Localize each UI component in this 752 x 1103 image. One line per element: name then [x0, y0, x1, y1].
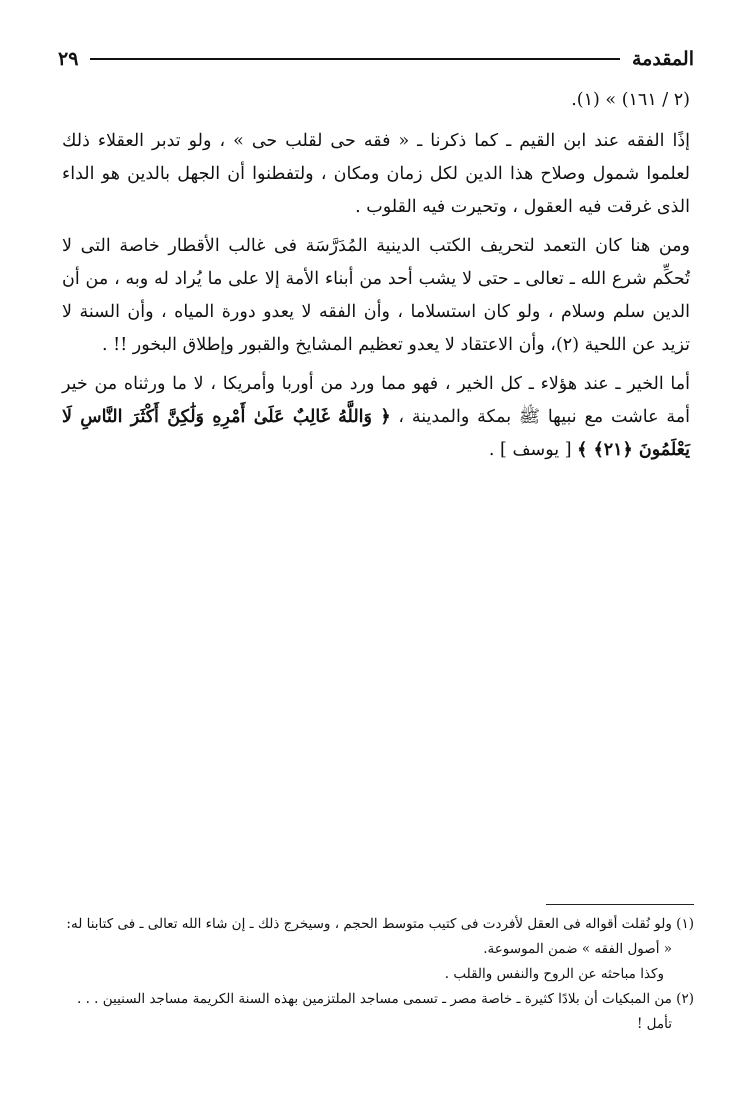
paragraph-fiqh: إذًا الفقه عند ابن القيم ـ كما ذكرنا ـ « فقه حى لقلب حى » ، ولو تدبر العقلاء ذلك لعلموا شمول وصلاح هذا الدين لكل زمان ومكان ، ولتفطنوا أن الجهل بالدين هو الداء الذى غرقت فيه العقول ، وتحيرت فيه القلوب . [62, 131, 690, 217]
paragraph-citation: (٢ / ١٦١) » (١). [571, 90, 690, 110]
main-text [62, 84, 690, 473]
footnote-2-line-1: (٢) من المبكيات أن بلادًا كثيرة ـ خاصة مصر ـ تسمى مساجد الملتزمين بهذه السنة الكريمة مساجد السنيين . . . [77, 991, 694, 1007]
footnote-separator [546, 904, 694, 905]
page-header [58, 44, 694, 74]
paragraph-goodness-text: أما الخير ـ عند هؤلاء ـ كل الخير ، فهو مما ورد من أوربا وأمريكا ، لا ما ورثناه من خير أمة عاشت مع نبيها ﷺ بمكة والمدينة ، [62, 374, 690, 427]
footnote-1-line-3: وكذا مباحثه عن الروح والنفس والقلب . [444, 966, 664, 982]
quran-verse: ﴿ وَاللَّهُ غَالِبٌ عَلَىٰ أَمْرِهِ وَلَٰكِنَّ أَكْثَرَ النَّاسِ لَا يَعْلَمُونَ ﴿٢١﴾ ﴾ [62, 407, 690, 460]
footnote-2-line-2: تأمل ! [636, 1016, 672, 1032]
footnote-1-line-2: « أصول الفقه » ضمن الموسوعة. [483, 941, 672, 957]
paragraph-goodness [62, 368, 690, 467]
footnotes [58, 912, 694, 1037]
chapter-title: المقدمة [631, 48, 694, 70]
verse-reference: [ يوسف ] . [488, 440, 572, 460]
footnote-1-line-1: (١) ولو نُقلت أقواله فى العقل لأفردت فى كتيب متوسط الحجم ، وسيخرج ذلك ـ إن شاء الله تعالى ـ فى كتابنا له: [66, 916, 694, 932]
paragraph-distortion: ومن هنا كان التعمد لتحريف الكتب الدينية المُدَرَّسَة فى غالب الأقطار خاصة التى لا تُحكِّم شرع الله ـ تعالى ـ حتى لا يشب أحد من أبناء الأمة إلا على ما يُراد له وبه ، من أن الدين سلم وسلام ، ولو كان استسلاما ، وأن الفقه لا يعدو دورة المياه ، وأن السنة لا تزيد عن اللحية (٢)، وأن الاعتقاد لا يعدو تعظيم المشايخ والقبور وإطلاق البخور !! . [62, 236, 690, 355]
header-rule [90, 58, 620, 60]
page-number: ٢٩ [58, 48, 79, 70]
